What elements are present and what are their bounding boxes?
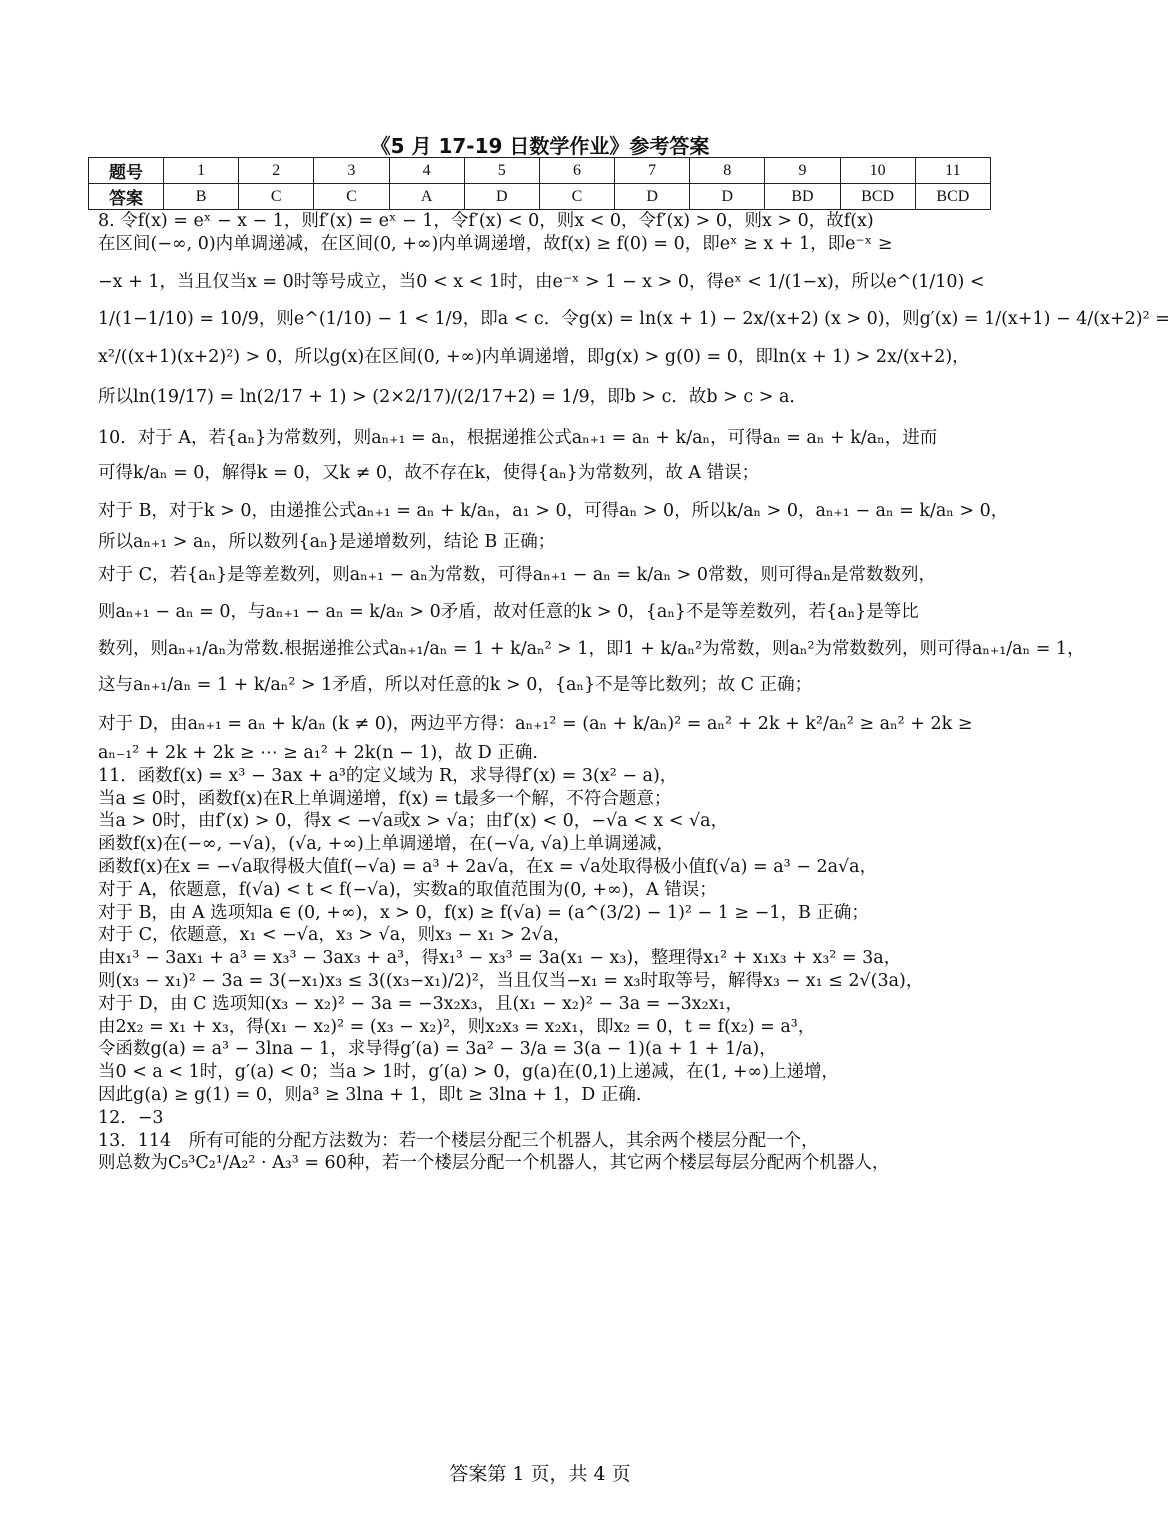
solution-line: 令函数g(a) = a³ − 3lna − 1，求导得g′(a) = 3a² − 3/a = 3(a − 1)(a + 1 + 1/a)， (98, 1039, 777, 1060)
row-label: 题号 (89, 158, 164, 184)
question-number-row (89, 158, 991, 184)
solution-line: 对于 D，由aₙ₊₁ = aₙ + k/aₙ (k ≠ 0)，两边平方得：aₙ₊₁² = (aₙ + k/aₙ)² = aₙ² + 2k + k²/aₙ² ≥ aₙ² + 2k ≥ (98, 714, 973, 735)
page-footer: 答案第 1 页，共 4 页 (449, 1463, 631, 1485)
solution-line: −x + 1，当且仅当x = 0时等号成立，当0 < x < 1时，由e⁻ˣ > 1 − x > 0，得eˣ < 1/(1−x)，所以e^(1/10) < (98, 271, 985, 292)
solution-line: 对于 B，对于k > 0，由递推公式aₙ₊₁ = aₙ + k/aₙ，a₁ > 0，可得aₙ > 0，所以k/aₙ > 0，aₙ₊₁ − aₙ = k/aₙ > 0， (98, 501, 1009, 522)
solution-line: 由2x₂ = x₁ + x₃，得(x₁ − x₂)² = (x₃ − x₂)²，则x₂x₃ = x₂x₁，即x₂ = 0，t = f(x₂) = a³， (98, 1016, 816, 1037)
answer-cell: A (389, 184, 464, 210)
question-number: 10 (840, 158, 915, 184)
solution-line: 对于 B，由 A 选项知a ∈ (0, +∞)，x > 0，f(x) ≥ f(√a) = (a^(3/2) − 1)² − 1 ≥ −1，B 正确； (98, 902, 869, 923)
solution-line: 这与aₙ₊₁/aₙ = 1 + k/aₙ² > 1矛盾，所以对任意的k > 0，{aₙ}不是等比数列；故 C 正确； (98, 675, 813, 696)
answer-cell: D (464, 184, 539, 210)
solution-line: 则(x₃ − x₁)² − 3a = 3(−x₁)x₃ ≤ 3((x₃−x₁)/2)²，当且仅当−x₁ = x₃时取等号，解得x₃ − x₁ ≤ 2√(3a)， (98, 970, 924, 991)
solution-line: 对于 C，依题意，x₁ < −√a，x₃ > √a，则x₃ − x₁ > 2√a， (98, 925, 571, 946)
solution-line: 数列，则aₙ₊₁/aₙ为常数.根据递推公式aₙ₊₁/aₙ = 1 + k/aₙ² > 1，即1 + k/aₙ²为常数，则aₙ²为常数数列，则可得aₙ₊₁/aₙ = 1， (98, 638, 1085, 659)
question-number: 3 (314, 158, 389, 184)
answer-cell: BD (765, 184, 840, 210)
answer-cell: B (164, 184, 239, 210)
solution-line: 11．函数f(x) = x³ − 3ax + a³的定义域为 R，求导得f′(x) = 3(x² − a)， (98, 765, 678, 786)
question-number: 7 (615, 158, 690, 184)
row-label: 答案 (89, 184, 164, 210)
solution-line: 对于 D，由 C 选项知(x₃ − x₂)² − 3a = −3x₂x₃，且(x₁ − x₂)² − 3a = −3x₂x₁， (98, 993, 743, 1014)
solution-line: 当0 < a < 1时，g′(a) < 0；当a > 1时，g′(a) > 0，g(a)在(0,1)上递减，在(1, +∞)上递增， (98, 1062, 839, 1083)
question-number: 2 (239, 158, 314, 184)
solution-line: x²/((x+1)(x+2)²) > 0，所以g(x)在区间(0, +∞)内单调递增，即g(x) > g(0) = 0，即ln(x + 1) > 2x/(x+2)， (98, 347, 970, 368)
page-title: 《5 月 17-19 日数学作业》参考答案 (370, 134, 710, 158)
question-number: 9 (765, 158, 840, 184)
question-number: 6 (539, 158, 614, 184)
solution-line: 当a > 0时，由f′(x) > 0，得x < −√a或x > √a；由f′(x) < 0，−√a < x < √a， (98, 811, 729, 832)
solution-line: 函数f(x)在x = −√a取得极大值f(−√a) = a³ + 2a√a，在x = √a处取得极小值f(√a) = a³ − 2a√a， (98, 856, 878, 877)
solution-line: 当a ≤ 0时，函数f(x)在R上单调递增，f(x) = t最多一个解，不符合题意； (98, 788, 672, 809)
question-number: 5 (464, 158, 539, 184)
question-number: 8 (690, 158, 765, 184)
solution-line: 所以aₙ₊₁ > aₙ，所以数列{aₙ}是递增数列，结论 B 正确； (98, 532, 556, 553)
solution-line: 则总数为C₅³C₂¹/A₂² · A₃³ = 60种，若一个楼层分配一个机器人，其它两个楼层每层分配两个机器人， (98, 1153, 890, 1174)
answer-table (88, 157, 991, 210)
solution-line: 13．114 所有可能的分配方法数为：若一个楼层分配三个机器人，其余两个楼层分配一个， (98, 1130, 819, 1151)
solution-line: 对于 C，若{aₙ}是等差数列，则aₙ₊₁ − aₙ为常数，可得aₙ₊₁ − aₙ = k/aₙ > 0常数，则可得aₙ是常数数列， (98, 564, 937, 585)
question-number: 11 (915, 158, 990, 184)
solution-text (98, 210, 1170, 1175)
solution-line: 所以ln(19/17) = ln(2/17 + 1) > (2×2/17)/(2/17+2) = 1/9，即b > c．故b > c > a． (98, 386, 807, 407)
question-number: 4 (389, 158, 464, 184)
solution-line: 10．对于 A，若{aₙ}为常数列，则aₙ₊₁ = aₙ，根据递推公式aₙ₊₁ = aₙ + k/aₙ，可得aₙ = aₙ + k/aₙ，进而 (98, 427, 938, 448)
solution-line: aₙ₋₁² + 2k + 2k ≥ ⋯ ≥ a₁² + 2k(n − 1)，故 D 正确. (98, 742, 538, 763)
solution-line: 则aₙ₊₁ − aₙ = 0，与aₙ₊₁ − aₙ = k/aₙ > 0矛盾，故对任意的k > 0，{aₙ}不是等差数列，若{aₙ}是等比 (98, 601, 919, 622)
solution-line: 1/(1−1/10) = 10/9，则e^(1/10) − 1 < 1/9，即a < c．令g(x) = ln(x + 1) − 2x/(x+2) (x > 0)，则g′(x) = 1/(x+1) − 4/(x+2)² = (98, 309, 1170, 330)
solution-line: 12．−3 (98, 1107, 164, 1128)
solution-line: 可得k/aₙ = 0，解得k = 0，又k ≠ 0，故不存在k，使得{aₙ}为常数列，故 A 错误； (98, 462, 760, 483)
answer-cell: D (615, 184, 690, 210)
solution-line: 对于 A，依题意，f(√a) < t < f(−√a)，实数a的取值范围为(0, +∞)，A 错误； (98, 879, 717, 900)
solution-line: 8. 令f(x) = eˣ − x − 1，则f′(x) = eˣ − 1，令f′(x) < 0，则x < 0，令f′(x) > 0，则x > 0，故f(x) (98, 211, 874, 231)
solution-line: 因此g(a) ≥ g(1) = 0，则a³ ≥ 3lna + 1，即t ≥ 3lna + 1，D 正确. (98, 1084, 642, 1105)
answer-row (89, 184, 991, 210)
solution-line: 由x₁³ − 3ax₁ + a³ = x₃³ − 3ax₃ + a³，得x₁³ − x₃³ = 3a(x₁ − x₃)，整理得x₁² + x₁x₃ + x₃² = 3a， (98, 948, 902, 969)
answer-cell: C (539, 184, 614, 210)
answer-cell: BCD (840, 184, 915, 210)
answer-cell: BCD (915, 184, 990, 210)
answer-cell: D (690, 184, 765, 210)
solution-line: 函数f(x)在(−∞, −√a)，(√a, +∞)上单调递增，在(−√a, √a)上单调递减， (98, 834, 674, 855)
solution-line: 在区间(−∞, 0)内单调递减，在区间(0, +∞)内单调递增，故f(x) ≥ f(0) = 0，即eˣ ≥ x + 1，即e⁻ˣ ≥ (98, 233, 893, 254)
answer-cell: C (239, 184, 314, 210)
answer-cell: C (314, 184, 389, 210)
question-number: 1 (164, 158, 239, 184)
